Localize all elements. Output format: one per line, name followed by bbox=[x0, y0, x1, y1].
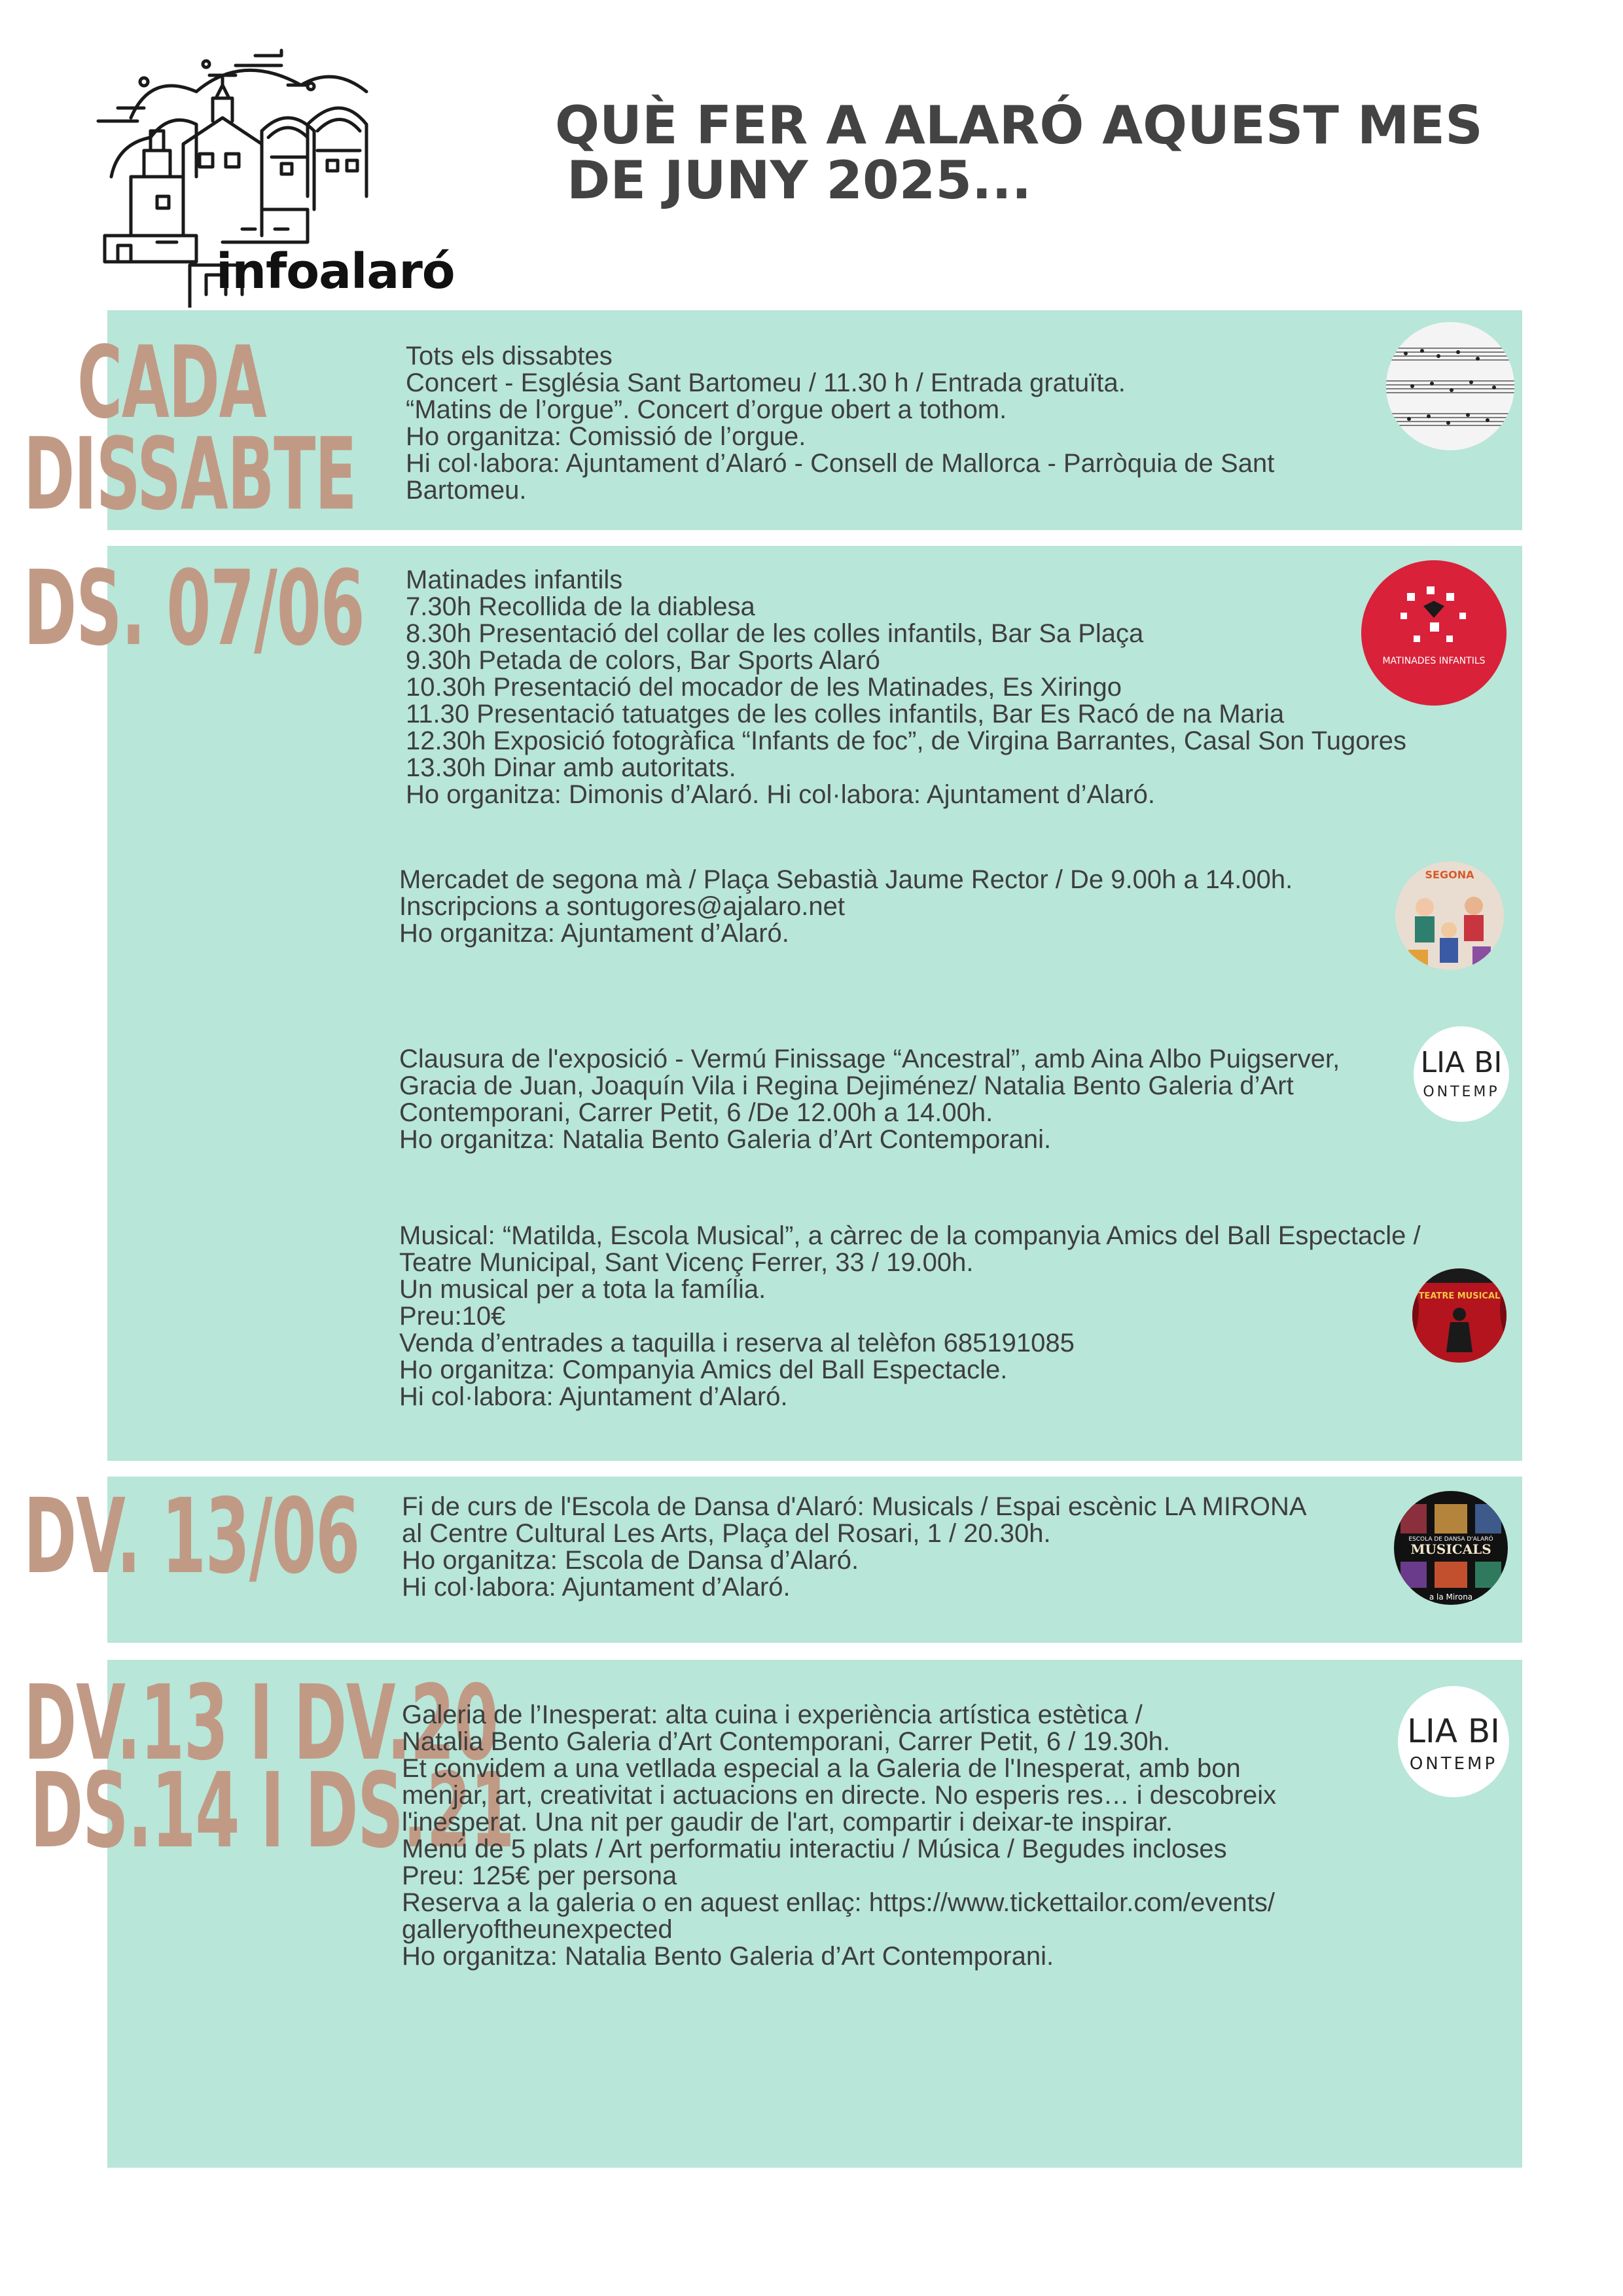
dance-poster-line-2: MUSICALS bbox=[1410, 1541, 1491, 1557]
event-line: Un musical per a tota la família. bbox=[399, 1275, 766, 1304]
event-line: Gracia de Juan, Joaquín Vila i Regina Dejiménez/ Natalia Bento Galeria d’Art bbox=[399, 1071, 1294, 1100]
mercadet-poster-thumbnail bbox=[1395, 861, 1504, 970]
event-line: Ho organitza: Escola de Dansa d’Alaró. bbox=[402, 1546, 859, 1575]
event-line: Ho organitza: Companyia Amics del Ball Espectacle. bbox=[399, 1355, 1008, 1384]
event-fi-de-curs-dansa bbox=[402, 1494, 1307, 1601]
dance-school-poster-thumbnail bbox=[1394, 1491, 1508, 1605]
event-line: 13.30h Dinar amb autoritats. bbox=[406, 753, 736, 782]
day-label-dv-1306: DV. 13/06 bbox=[24, 1477, 360, 1597]
matinades-poster-text: MATINADES INFANTILS bbox=[1382, 656, 1486, 666]
event-line: 11.30 Presentació tatuatges de les colles infantils, Bar Es Racó de na Maria bbox=[406, 700, 1285, 728]
gallery-logo-line-1: LIA BI bbox=[1407, 1712, 1500, 1750]
event-clausura bbox=[399, 1046, 1340, 1153]
event-line: Preu: 125€ per persona bbox=[402, 1861, 677, 1890]
page-title-line-1: QUÈ FER A ALARÓ AQUEST MES bbox=[555, 95, 1483, 156]
event-line[interactable]: galleryoftheunexpected bbox=[402, 1915, 673, 1944]
day-label-ds-0706: DS. 07/06 bbox=[24, 548, 365, 669]
event-line: l'inesperat. Una nit per gaudir de l'art, compartir i deixar-te inspirar. bbox=[402, 1808, 1173, 1837]
matilda-poster-thumbnail bbox=[1412, 1268, 1507, 1363]
event-line: Menú de 5 plats / Art performatiu interactiu / Música / Begudes incloses bbox=[402, 1835, 1227, 1863]
event-line: 7.30h Recollida de la diablesa bbox=[406, 592, 755, 621]
event-line: Hi col·labora: Ajuntament d’Alaró - Consell de Mallorca - Parròquia de Sant bbox=[406, 449, 1275, 478]
event-line: al Centre Cultural Les Arts, Plaça del Rosari, 1 / 20.30h. bbox=[402, 1519, 1051, 1548]
event-line: Concert - Església Sant Bartomeu / 11.30 h / Entrada gratuïta. bbox=[406, 368, 1126, 397]
event-line: Venda d’entrades a taquilla i reserva al telèfon 685191085 bbox=[399, 1329, 1075, 1357]
event-line: Fi de curs de l'Escola de Dansa d'Alaró: Musicals / Espai escènic LA MIRONA bbox=[402, 1492, 1307, 1521]
event-line: Ho organitza: Ajuntament d’Alaró. bbox=[399, 919, 789, 948]
event-galeria-inesperat bbox=[402, 1702, 1276, 1970]
event-line: Teatre Municipal, Sant Vicenç Ferrer, 33 / 19.00h. bbox=[399, 1248, 974, 1277]
event-line[interactable]: Reserva a la galeria o en aquest enllaç: https://www.tickettailor.com/events/ bbox=[402, 1888, 1275, 1917]
mercadet-poster-text: SEGONA bbox=[1425, 869, 1474, 881]
day-label-dv13-dv20: DV.13 I DV.20 bbox=[24, 1663, 498, 1784]
brand-name: infoalaró bbox=[216, 243, 455, 300]
event-musical-matilda bbox=[399, 1223, 1421, 1410]
event-line: Ho organitza: Dimonis d’Alaró. Hi col·labora: Ajuntament d’Alaró. bbox=[406, 780, 1155, 809]
event-line: Natalia Bento Galeria d’Art Contemporani, Carrer Petit, 6 / 19.30h. bbox=[402, 1727, 1170, 1756]
gallery-logo-line-2: ONTEMP bbox=[1409, 1754, 1498, 1774]
gallery-logo-thumbnail-2 bbox=[1398, 1686, 1509, 1797]
event-organ-concert bbox=[406, 343, 1274, 504]
event-line: 9.30h Petada de colors, Bar Sports Alaró bbox=[406, 646, 880, 675]
event-line: Musical: “Matilda, Escola Musical”, a càrrec de la companyia Amics del Ball Espectacle / bbox=[399, 1221, 1421, 1250]
event-mercadet bbox=[399, 867, 1293, 947]
dance-poster-line-3: a la Mirona bbox=[1429, 1592, 1473, 1602]
event-line: Hi col·labora: Ajuntament d’Alaró. bbox=[402, 1573, 791, 1602]
matilda-poster-text: TEATRE MUSICAL bbox=[1418, 1291, 1501, 1301]
event-line: Hi col·labora: Ajuntament d’Alaró. bbox=[399, 1382, 788, 1411]
event-line: 10.30h Presentació del mocador de les Matinades, Es Xiringo bbox=[406, 673, 1122, 702]
gallery-logo-line-2: ONTEMP bbox=[1423, 1084, 1500, 1100]
event-line: Bartomeu. bbox=[406, 476, 527, 505]
day-label-ds14-ds21: DS.14 I DS.21 bbox=[30, 1751, 514, 1871]
event-line: Tots els dissabtes bbox=[406, 342, 613, 370]
event-line: Ho organitza: Comissió de l’orgue. bbox=[406, 422, 806, 451]
event-line: 8.30h Presentació del collar de les colles infantils, Bar Sa Plaça bbox=[406, 619, 1144, 648]
event-line: 12.30h Exposició fotogràfica “Infants de foc”, de Virgina Barrantes, Casal Son Tugores bbox=[406, 726, 1407, 755]
gallery-logo-line-1: LIA BI bbox=[1420, 1046, 1503, 1079]
event-line: Ho organitza: Natalia Bento Galeria d’Art Contemporani. bbox=[399, 1125, 1052, 1154]
day-label-cada: CADA bbox=[77, 325, 266, 440]
event-line: Clausura de l'exposició - Vermú Finissage “Ancestral”, amb Aina Albo Puigserver, bbox=[399, 1045, 1340, 1073]
event-line: Inscripcions a sontugores@ajalaro.net bbox=[399, 892, 845, 921]
dance-poster-line-1: ESCOLA DE DANSA D'ALARÓ bbox=[1408, 1536, 1493, 1543]
event-line: Preu:10€ bbox=[399, 1302, 506, 1331]
sheet-music-thumbnail bbox=[1386, 322, 1514, 450]
event-line: Mercadet de segona mà / Plaça Sebastià Jaume Rector / De 9.00h a 14.00h. bbox=[399, 865, 1293, 894]
event-line: Ho organitza: Natalia Bento Galeria d’Art Contemporani. bbox=[402, 1942, 1054, 1971]
event-line: Et convidem a una vetllada especial a la Galeria de l'Inesperat, amb bon bbox=[402, 1754, 1241, 1783]
event-line: Matinades infantils bbox=[406, 565, 623, 594]
event-matinades bbox=[406, 567, 1406, 808]
event-line: Galeria de l’Inesperat: alta cuina i experiència artística estètica / bbox=[402, 1700, 1143, 1729]
page-title-line-2: DE JUNY 2025... bbox=[567, 150, 1032, 211]
gallery-logo-thumbnail bbox=[1414, 1026, 1509, 1122]
event-line: Contemporani, Carrer Petit, 6 /De 12.00h a 14.00h. bbox=[399, 1098, 993, 1127]
event-line: “Matins de l’orgue”. Concert d’orgue obert a tothom. bbox=[406, 395, 1007, 424]
matinades-poster-thumbnail bbox=[1361, 560, 1507, 706]
day-label-dissabte: DISSABTE bbox=[24, 416, 357, 532]
event-line: menjar, art, creativitat i actuacions en directe. No esperis res… i descobreix bbox=[402, 1781, 1277, 1810]
page-title bbox=[555, 95, 1483, 211]
